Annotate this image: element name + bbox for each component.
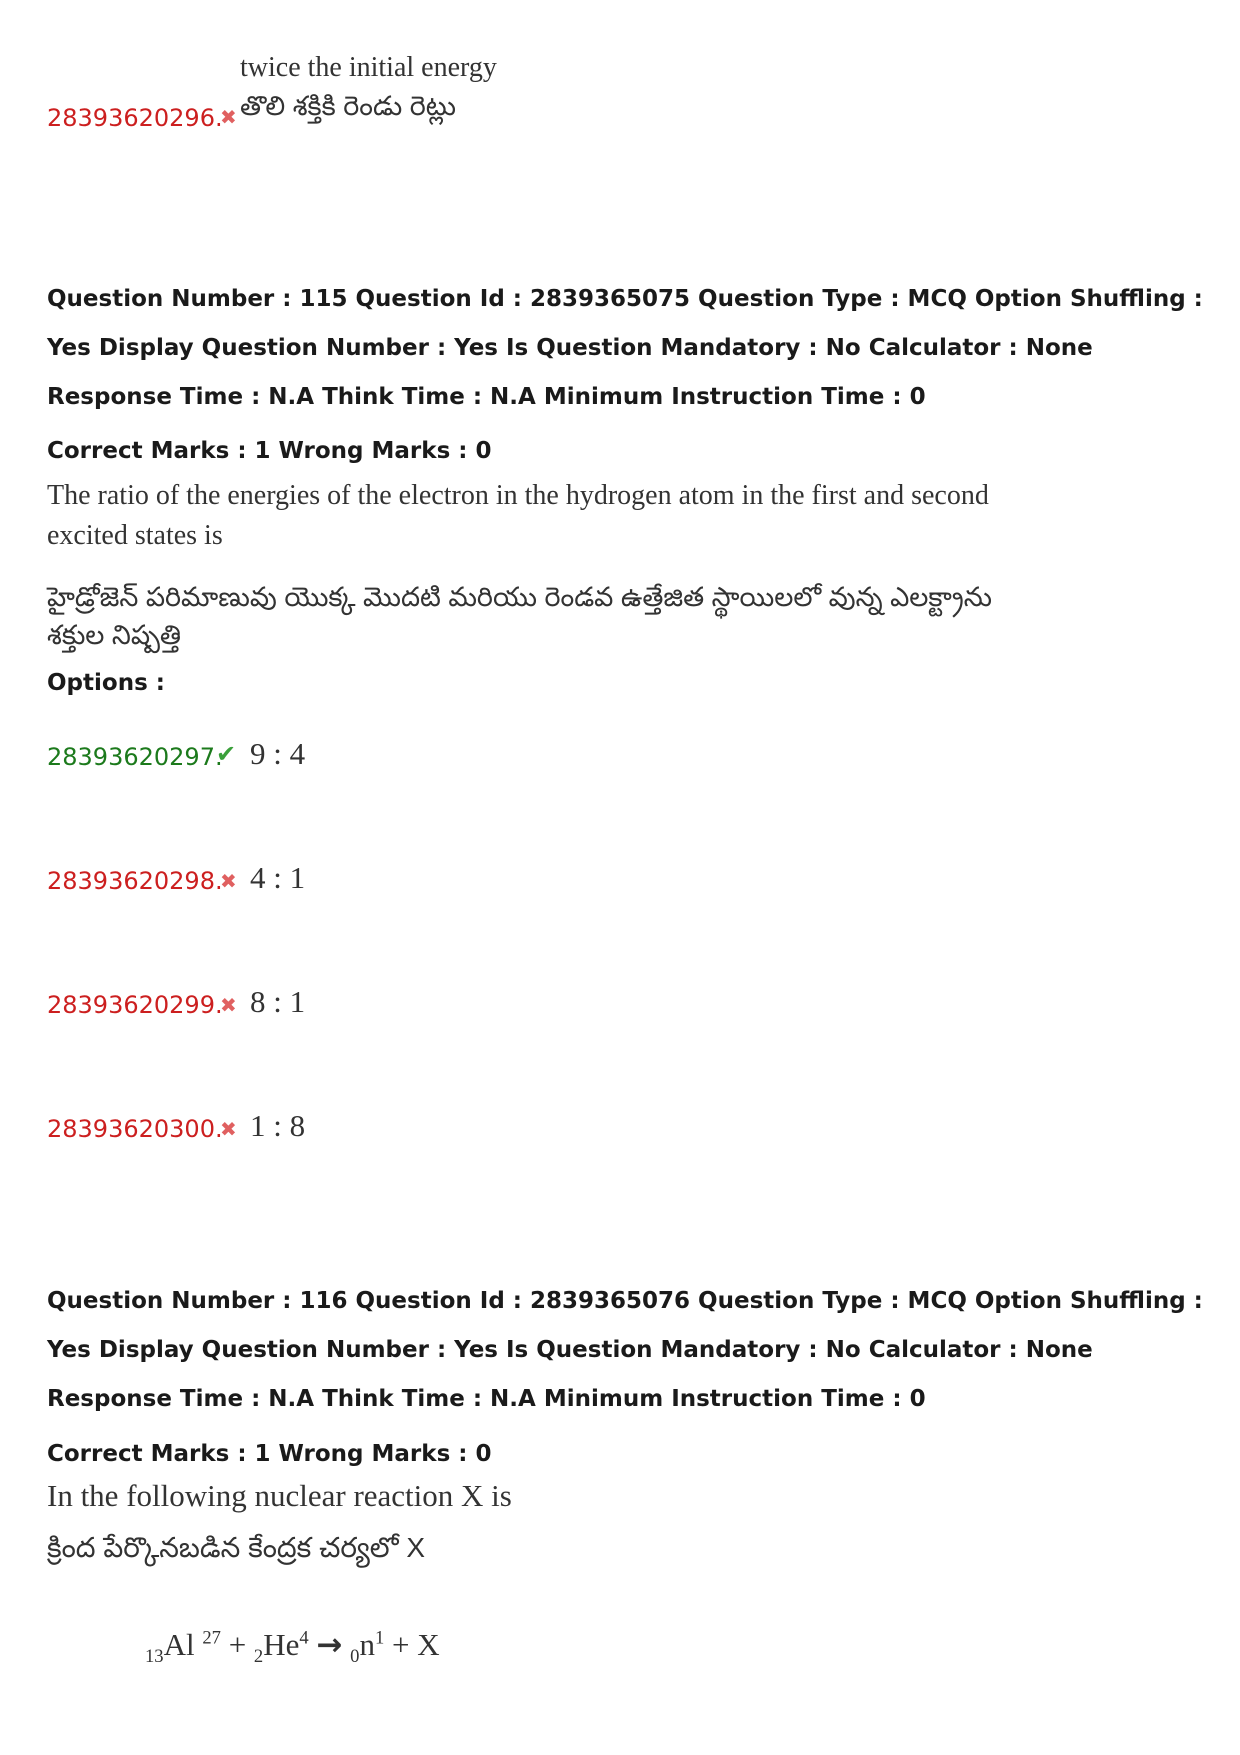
prev-option-text-te: తొలి శక్తికి రెండు రెట్లు: [240, 91, 456, 121]
cross-icon: ✖: [220, 105, 237, 129]
x-symbol: X: [417, 1627, 440, 1662]
cross-icon: ✖: [220, 869, 237, 893]
arrow-icon: →: [316, 1627, 343, 1663]
n-mass-number: 1: [374, 1627, 385, 1649]
option-4-id: 28393620300.: [47, 1115, 223, 1143]
option-1-value: 9 : 4: [250, 736, 306, 771]
plus-sign: +: [392, 1627, 410, 1662]
prev-option-id: 28393620296.: [47, 104, 223, 132]
he-symbol: He: [263, 1627, 300, 1662]
question-115-text-te-line2: శక్తుల నిష్పత్తి: [47, 620, 182, 650]
question-115-text-en-line1: The ratio of the energies of the electron in the hydrogen atom in the first and second: [47, 480, 989, 511]
al-mass-number: 27: [202, 1627, 221, 1649]
option-4-value: 1 : 8: [250, 1108, 306, 1143]
check-icon: ✔: [216, 740, 237, 768]
plus-sign: +: [228, 1627, 247, 1662]
prev-option-text-en: twice the initial energy: [240, 52, 497, 83]
he-atomic-number: 2: [253, 1646, 264, 1668]
al-atomic-number: 13: [145, 1646, 164, 1668]
cross-icon: ✖: [220, 1117, 237, 1141]
al-symbol: Al: [163, 1627, 195, 1662]
option-3-value: 8 : 1: [250, 984, 306, 1019]
he-mass-number: 4: [299, 1627, 309, 1649]
nuclear-reaction-equation: [145, 1627, 440, 1668]
n-symbol: n: [359, 1627, 375, 1662]
options-label: Options :: [47, 670, 165, 696]
cross-icon: ✖: [220, 993, 237, 1017]
option-2-id: 28393620298.: [47, 867, 223, 895]
question-116-text-te: క్రింద పేర్కొనబడిన కేంద్రక చర్యలో X: [47, 1532, 426, 1563]
option-2-value: 4 : 1: [250, 860, 306, 895]
question-116-meta: Question Number : 116 Question Id : 2839365076 Question Type : MCQ Option Shuffling : Yes Display Question Number : Yes Is Question Mandatory : No Calculator : None Response Time : N.A Think Time : N.A Minimum Instruction Time : 0: [47, 1288, 1203, 1412]
question-116-text-en: In the following nuclear reaction X is: [47, 1478, 512, 1513]
question-115-marks: Correct Marks : 1 Wrong Marks : 0: [47, 438, 492, 464]
n-atomic-number: 0: [350, 1646, 360, 1668]
question-116-marks: Correct Marks : 1 Wrong Marks : 0: [47, 1441, 492, 1467]
question-115-meta: Question Number : 115 Question Id : 2839365075 Question Type : MCQ Option Shuffling : Yes Display Question Number : Yes Is Question Mandatory : No Calculator : None Response Time : N.A Think Time : N.A Minimum Instruction Time : 0: [47, 286, 1203, 410]
question-115-text-te-line1: హైడ్రోజెన్ పరిమాణువు యొక్క మొదటి మరియు రెండవ ఉత్తేజిత స్థాయిలలో వున్న ఎలక్ట్రాను: [47, 582, 993, 612]
question-115-text-en-line2: excited states is: [47, 520, 223, 551]
option-3-id: 28393620299.: [47, 991, 223, 1019]
option-1-id: 28393620297.: [47, 743, 223, 771]
